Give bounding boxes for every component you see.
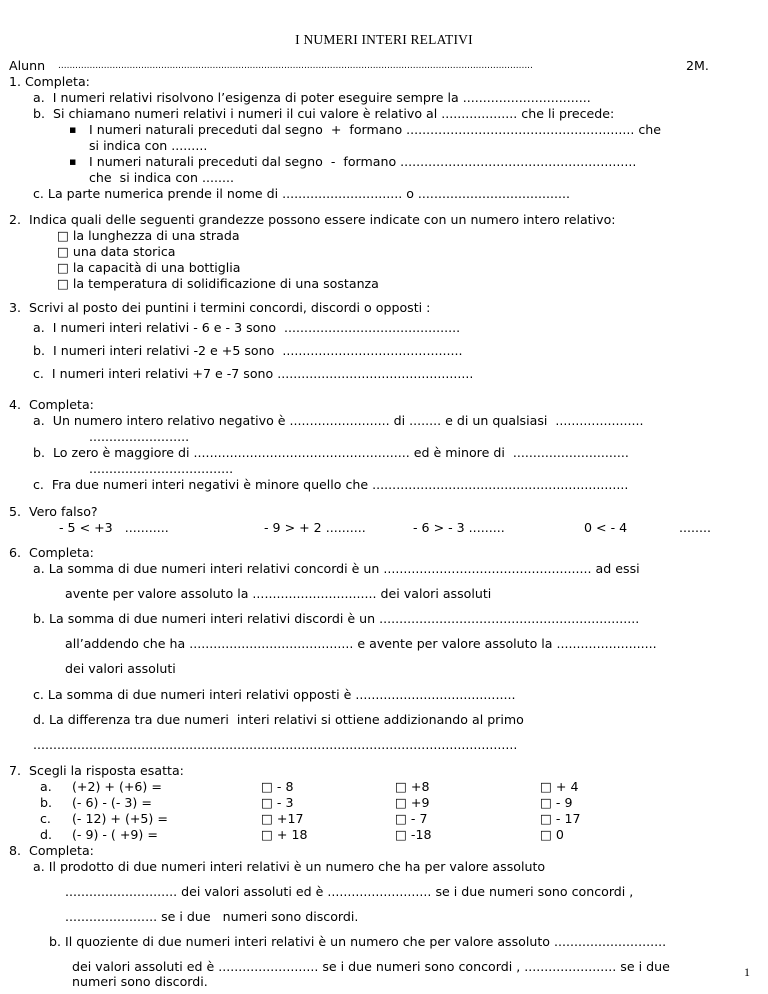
q7-option[interactable]: □ - 9 [540,795,573,810]
q7-option[interactable]: □ - 3 [261,795,294,810]
q7-option[interactable]: □ - 8 [261,779,294,794]
q3-b: b. I numeri interi relativi -2 e +5 sono ............................................. [33,343,463,358]
q7-option[interactable]: □ +8 [395,779,430,794]
q6-d: d. La differenza tra due numeri interi relativi si ottiene addizionando al primo [33,712,524,727]
q4-heading: 4. Completa: [9,397,94,412]
q2-option[interactable]: □ una data storica [57,244,176,259]
q8-heading: 8. Completa: [9,843,94,858]
q7-option[interactable]: □ + 4 [540,779,579,794]
q2-option[interactable]: □ la temperatura di solidificazione di una sostanza [57,276,379,291]
q4-b: b. Lo zero è maggiore di ...................................................... ed è minore di ............................. [33,445,629,460]
q5-heading: 5. Vero falso? [9,504,98,519]
q1-heading: 1. Completa: [9,74,90,89]
q7-option[interactable]: □ +17 [261,811,304,826]
q6-a-cont: avente per valore assoluto la ............................... dei valori assoluti [65,586,492,601]
q5-item: - 9 > + 2 .......... [264,520,366,535]
q8-a-cont2: ....................... se i due numeri sono discordi. [65,909,359,924]
q7-row-expression: (- 9) - ( +9) = [72,827,158,842]
q8-a: a. Il prodotto di due numeri interi relativi è un numero che ha per valore assoluto [33,859,546,874]
q6-heading: 6. Completa: [9,545,94,560]
q3-heading: 3. Scrivi al posto dei puntini i termini concordi, discordi o opposti : [9,300,431,315]
q4-a-cont: ......................... [89,429,190,444]
q4-c: c. Fra due numeri interi negativi è minore quello che ................................................................ [33,477,629,492]
q1-b-bullet-1-cont: si indica con ......... [89,138,208,153]
q7-option[interactable]: □ + 18 [261,827,308,842]
q7-row-letter: c. [40,811,51,826]
q7-option[interactable]: □ +9 [395,795,430,810]
q7-option[interactable]: □ -18 [395,827,432,842]
q7-row-letter: a. [40,779,52,794]
q7-row-expression: (- 6) - (- 3) = [72,795,152,810]
q8-b-cont: dei valori assoluti ed è ......................... se i due numeri sono concordi , ....................... se i due [72,959,670,974]
q2-option[interactable]: □ la lunghezza di una strada [57,228,240,243]
q7-option[interactable]: □ - 17 [540,811,581,826]
q6-b: b. La somma di due numeri interi relativi discordi è un ................................................................. [33,611,640,626]
q5-item: 0 < - 4 [584,520,628,535]
q5-item: - 6 > - 3 ......... [413,520,505,535]
q4-b-cont: .................................... [89,461,234,476]
q1-b: b. Si chiamano numeri relativi i numeri il cui valore è relativo al ................... che li precede: [33,106,615,121]
page-number: 1 [744,965,750,979]
student-name-dots: ...................................................................................................................................................................... [58,61,533,71]
q7-row-letter: b. [40,795,52,810]
q5-item: ........ [679,520,712,535]
q1-b-bullet-2: ▪ I numeri naturali preceduti dal segno - formano ........................................................... [89,154,636,170]
q6-b-cont2: dei valori assoluti [65,661,176,676]
q3-a: a. I numeri interi relativi - 6 e - 3 sono ............................................ [33,320,461,335]
q8-b: b. Il quoziente di due numeri interi relativi è un numero che per valore assoluto ............................ [49,934,667,949]
q2-heading: 2. Indica quali delle seguenti grandezze possono essere indicate con un numero intero relativo: [9,212,616,227]
q4-a: a. Un numero intero relativo negativo è ......................... di ........ e di un qualsiasi ...................... [33,413,644,428]
q7-row-letter: d. [40,827,52,842]
q1-a: a. I numeri relativi risolvono l’esigenza di poter eseguire sempre la ................................ [33,90,591,105]
q7-row-expression: (- 12) + (+5) = [72,811,168,826]
page-title: I NUMERI INTERI RELATIVI [295,32,473,47]
q1-c: c. La parte numerica prende il nome di .............................. o ...................................... [33,186,571,201]
q6-a: a. La somma di due numeri interi relativi concordi è un .................................................... ad essi [33,561,640,576]
q7-option[interactable]: □ - 7 [395,811,428,826]
q3-c: c. I numeri interi relativi +7 e -7 sono ................................................. [33,366,474,381]
q7-heading: 7. Scegli la risposta esatta: [9,763,184,778]
q6-c: c. La somma di due numeri interi relativi opposti è ........................................ [33,687,516,702]
q8-a-cont: ............................ dei valori assoluti ed è .......................... se i due numeri sono concordi , [65,884,634,899]
q1-b-bullet-2-cont: che si indica con ........ [89,170,234,185]
q1-b-bullet-1: ▪ I numeri naturali preceduti dal segno + formano ......................................................... che [89,122,661,138]
class-label: 2M. [686,58,709,73]
q7-row-expression: (+2) + (+6) = [72,779,162,794]
student-label: Alunn [9,58,46,73]
q2-option[interactable]: □ la capacità di una bottiglia [57,260,241,275]
q5-item: - 5 < +3 ........... [59,520,169,535]
q6-d-cont: ......................................................................................................................... [33,737,518,752]
q6-b-cont: all’addendo che ha ......................................... e avente per valore assoluto la ......................... [65,636,657,651]
q8-b-cont2: numeri sono discordi. [72,974,208,989]
q7-option[interactable]: □ 0 [540,827,564,842]
